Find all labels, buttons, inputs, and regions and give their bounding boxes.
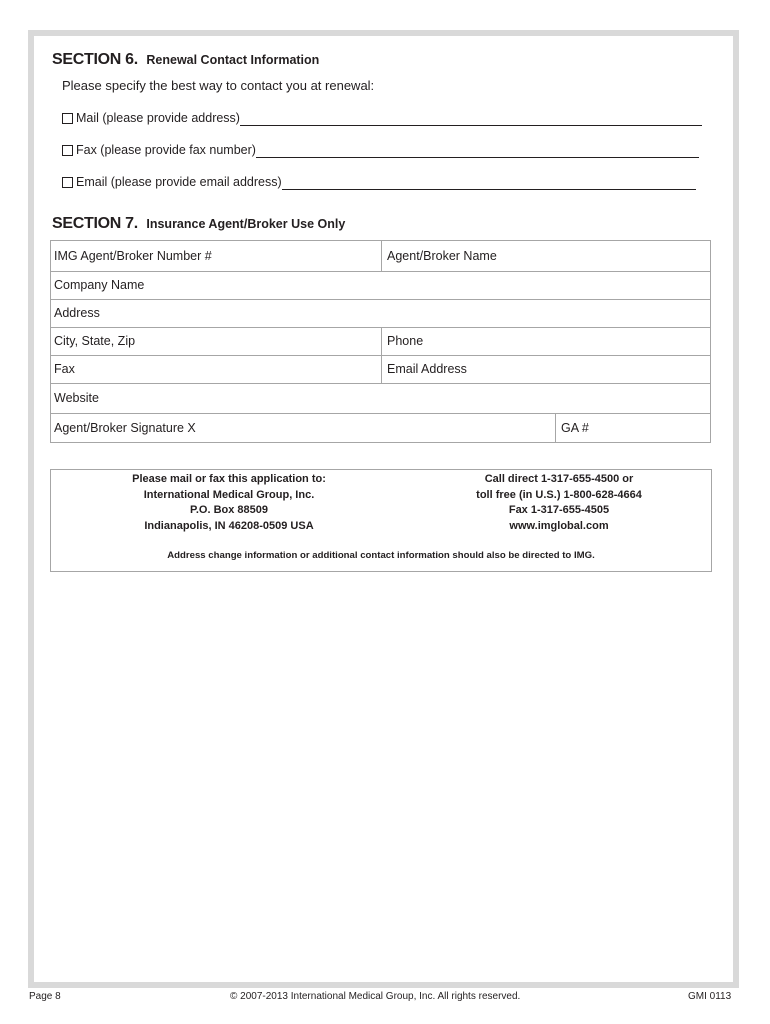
cell-divider [381, 241, 382, 271]
option-fax [62, 142, 699, 158]
company-line: International Medical Group, Inc. [143, 488, 315, 501]
email-field[interactable] [384, 355, 710, 383]
fax-label: Fax [54, 362, 75, 376]
section-6-heading [52, 51, 319, 69]
contact-numbers-block [409, 472, 709, 534]
mailing-info-box [50, 469, 712, 572]
agent-name-label: Agent/Broker Name [387, 249, 497, 263]
section-7-title: Insurance Agent/Broker Use Only [146, 217, 346, 231]
table-row [51, 327, 710, 356]
email-address-field[interactable] [282, 176, 696, 190]
fax-number-field[interactable] [256, 144, 699, 158]
table-row [51, 241, 710, 272]
cell-divider [381, 327, 382, 355]
mail-checkbox[interactable] [62, 113, 73, 124]
company-name-field[interactable] [51, 271, 710, 299]
cell-divider [555, 413, 556, 442]
website-field[interactable] [51, 383, 710, 413]
fax-field[interactable] [51, 355, 380, 383]
call-direct-line: Call direct 1-317-655-4500 or [484, 473, 634, 485]
city-state-zip-label: City, State, Zip [54, 334, 136, 348]
agent-name-field[interactable] [384, 241, 710, 271]
company-name-label: Company Name [54, 278, 145, 292]
option-email [62, 174, 696, 190]
city-state-zip-field[interactable] [51, 327, 380, 355]
table-row [51, 355, 710, 384]
phone-field[interactable] [384, 327, 710, 355]
email-checkbox[interactable] [62, 177, 73, 188]
section-7-number: SECTION 7. [52, 215, 138, 232]
table-row [51, 271, 710, 300]
section-6-title: Renewal Contact Information [146, 53, 320, 67]
signature-field[interactable] [51, 413, 554, 442]
address-label: Address [54, 306, 100, 320]
fax-checkbox[interactable] [62, 145, 73, 156]
toll-free-line: toll free (in U.S.) 1-800-628-4664 [476, 488, 642, 501]
table-row [51, 413, 710, 442]
section-7-heading [52, 215, 345, 233]
mailing-instruction: Please mail or fax this application to: [132, 473, 326, 485]
agent-number-label: IMG Agent/Broker Number # [54, 249, 212, 263]
website-label: Website [54, 391, 99, 405]
table-row [51, 299, 710, 328]
ga-number-field[interactable] [558, 413, 710, 442]
ga-number-label: GA # [561, 420, 589, 435]
section-6-intro: Please specify the best way to contact you at renewal: [62, 78, 375, 93]
city-line: Indianapolis, IN 46208-0509 USA [144, 519, 314, 532]
option-mail [62, 110, 702, 126]
mail-address-field[interactable] [240, 112, 702, 126]
phone-label: Phone [387, 334, 424, 348]
po-box-line: P.O. Box 88509 [189, 504, 269, 516]
website-link[interactable]: www.imglobal.com [509, 519, 609, 532]
agent-number-field[interactable] [51, 241, 380, 271]
fax-number-line: Fax 1-317-655-4505 [508, 504, 610, 516]
cell-divider [381, 355, 382, 383]
section-6-number: SECTION 6. [52, 51, 138, 68]
page-number: Page 8 [29, 991, 61, 1002]
form-code: GMI 0113 [688, 991, 732, 1002]
fax-option-label: Fax (please provide fax number) [76, 143, 256, 157]
mail-option-label: Mail (please provide address) [76, 111, 240, 125]
copyright-text: © 2007-2013 International Medical Group, Inc. All rights reserved. [230, 991, 521, 1002]
mailing-address-block [59, 472, 399, 534]
email-option-label: Email (please provide email address) [76, 175, 282, 189]
email-label: Email Address [387, 362, 467, 376]
signature-label: Agent/Broker Signature X [54, 420, 196, 435]
agent-broker-table [50, 240, 711, 443]
address-change-note: Address change information or additional contact information should also be directed to IMG. [167, 550, 595, 561]
address-field[interactable] [51, 299, 710, 327]
table-row [51, 383, 710, 414]
